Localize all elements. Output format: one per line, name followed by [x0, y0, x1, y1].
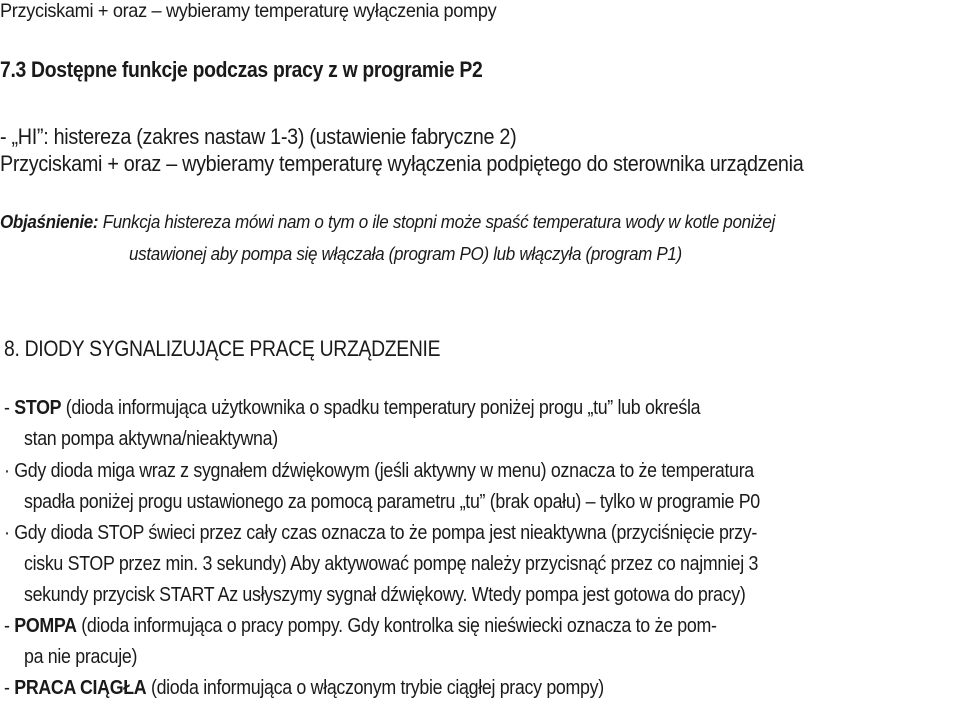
bullet-item: · Gdy dioda miga wraz z sygnałem dźwiękowym (jeśli aktywny w menu) oznacza to że temperatura — [4, 460, 754, 482]
bullet-item-cont: sekundy przycisk START Az usłyszymy sygnał dźwiękowy. Wtedy pompa jest gotowa do pracy) — [24, 584, 746, 606]
list-dash: - — [4, 677, 15, 699]
section-heading-7-3: 7.3 Dostępne funkcje podczas pracy z w programie P2 — [0, 57, 483, 82]
text-line: Przyciskami + oraz – wybieramy temperaturę wyłączenia podpiętego do sterownika urządzenia — [0, 151, 804, 176]
pompa-description: (dioda informująca o pracy pompy. Gdy kontrolka się nieświecki oznacza to że pom- — [76, 615, 717, 637]
explanation-text: Funkcja histereza mówi nam o tym o ile stopni może spaść temperatura wody w kotle poniżej — [98, 211, 775, 232]
pompa-item-cont: pa nie pracuje) — [24, 646, 138, 668]
explanation-label: Objaśnienie: — [0, 211, 99, 232]
section-heading-8: 8. DIODY SYGNALIZUJĄCE PRACĘ URZĄDZENIE — [4, 336, 441, 361]
praca-term: PRACA CIĄGŁA — [14, 677, 147, 699]
praca-description: (dioda informująca o włączonym trybie ciągłej pracy pompy) — [146, 677, 604, 699]
bullet-item: · Gdy dioda STOP świeci przez cały czas oznacza to że pompa jest nieaktywna (przyciśnięcie przy- — [4, 522, 757, 544]
stop-item — [4, 398, 700, 418]
bullet-item-cont: cisku STOP przez min. 3 sekundy) Aby aktywować pompę należy przycisnąć przez co najmniej 3 — [24, 553, 759, 575]
explanation-line — [0, 213, 775, 232]
stop-description: (dioda informująca użytkownika o spadku temperatury poniżej progu „tu” lub określa — [61, 397, 701, 419]
text-line: - „HI”: histereza (zakres nastaw 1-3) (ustawienie fabryczne 2) — [0, 124, 517, 149]
explanation-line-2: ustawionej aby pompa się włączała (program PO) lub włączyła (program P1) — [129, 243, 682, 264]
pompa-term: POMPA — [14, 615, 77, 637]
pompa-item — [4, 616, 717, 636]
list-dash: - — [4, 615, 15, 637]
bullet-item-cont: spadła poniżej progu ustawionego za pomocą parametru „tu” (brak opału) – tylko w programie P0 — [24, 491, 760, 513]
text-line: Przyciskami + oraz – wybieramy temperaturę wyłączenia pompy — [0, 0, 497, 22]
list-dash: - — [4, 397, 15, 419]
stop-item-cont: stan pompa aktywna/nieaktywna) — [24, 428, 278, 450]
praca-item — [4, 678, 604, 698]
stop-term: STOP — [14, 397, 62, 419]
